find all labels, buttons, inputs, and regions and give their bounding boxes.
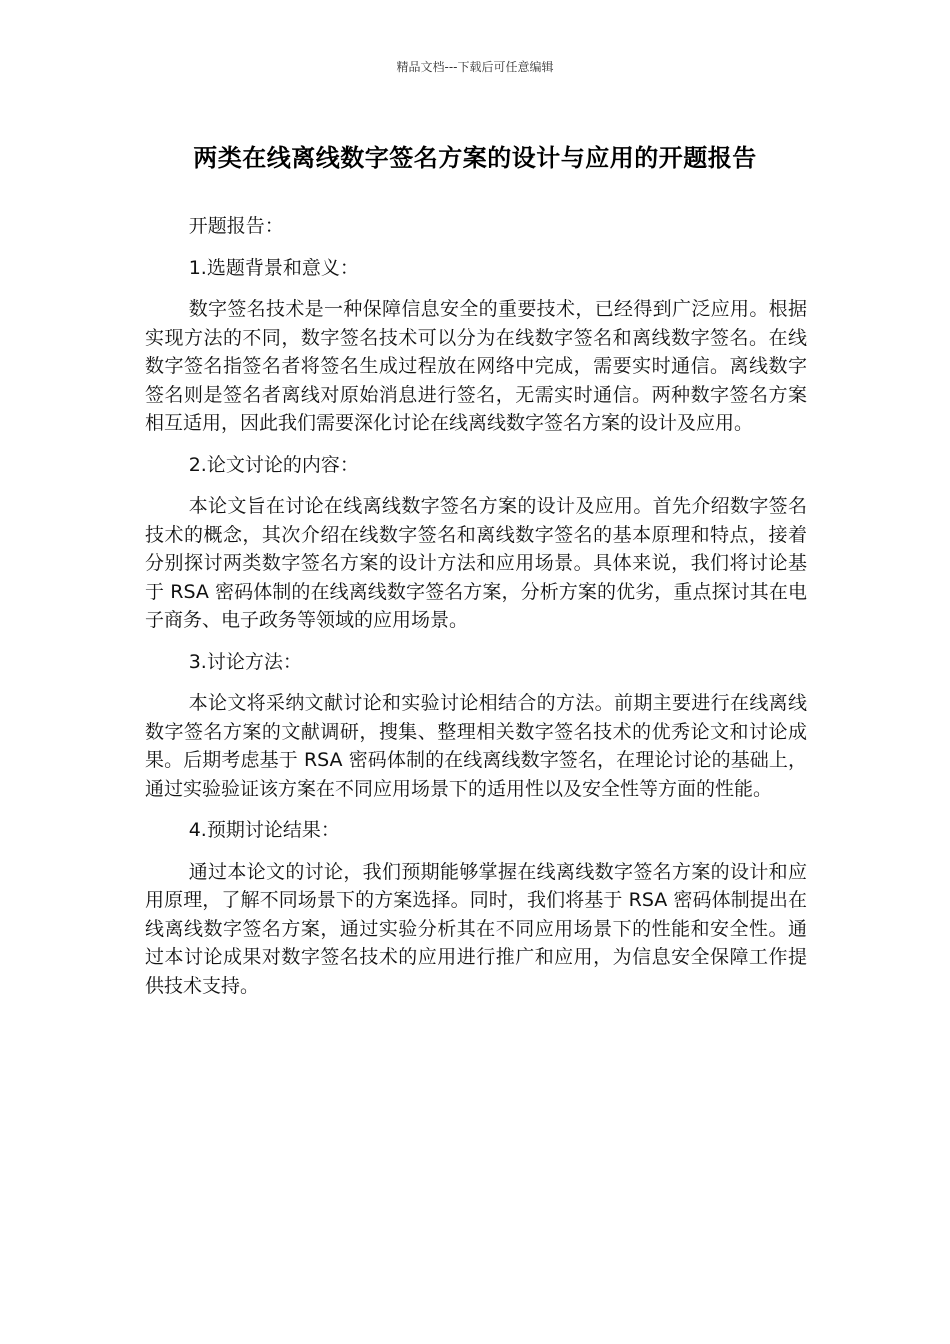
paragraph-background: 数字签名技术是一种保障信息安全的重要技术，已经得到广泛应用。根据实现方法的不同，数字签名技术可以分为在线数字签名和离线数字签名。在线数字签名指签名者将签名生成过程放在网络中完成，需要实时通信。离线数字签名则是签名者离线对原始消息进行签名，无需实时通信。两种数字签名方案相互适用，因此我们需要深化讨论在线离线数字签名方案的设计及应用。 bbox=[145, 298, 807, 434]
section-heading-proposal: 开题报告： bbox=[188, 215, 284, 237]
paragraph-content: 本论文旨在讨论在线离线数字签名方案的设计及应用。首先介绍数字签名技术的概念，其次介绍在线数字签名和离线数字签名的基本原理和特点，接着分别探讨两类数字签名方案的设计方法和应用场景。具体来说，我们将讨论基于 RSA 密码体制的在线离线数字签名方案，分析方案的优劣，重点探讨其在电子商务、电子政务等领域的应用场景。 bbox=[145, 495, 807, 631]
section-heading-content: 2.论文讨论的内容： bbox=[188, 453, 359, 476]
section-heading-method: 3.讨论方法： bbox=[188, 650, 302, 673]
section-heading-expected-results: 4.预期讨论结果： bbox=[188, 819, 340, 841]
document-title: 两类在线离线数字签名方案的设计与应用的开题报告 bbox=[193, 144, 757, 172]
paragraph-expected-results: 通过本论文的讨论，我们预期能够掌握在线离线数字签名方案的设计和应用原理，了解不同场景下的方案选择。同时，我们将基于 RSA 密码体制提出在线离线数字签名方案，通过实验分析其在不同应用场景下的性能和安全性。通过本讨论成果对数字签名技术的应用进行推广和应用，为信息安全保障工作提供技术支持。 bbox=[145, 860, 807, 997]
paragraph-method: 本论文将采纳文献讨论和实验讨论相结合的方法。前期主要进行在线离线数字签名方案的文献调研，搜集、整理相关数字签名技术的优秀论文和讨论成果。后期考虑基于 RSA 密码体制的在线离线数字签名，在理论讨论的基础上，通过实验验证该方案在不同应用场景下的适用性以及安全性等方面的性能。 bbox=[145, 692, 807, 800]
page-header-note: 精品文档---下载后可任意编辑 bbox=[396, 60, 554, 74]
document-body bbox=[145, 212, 807, 1013]
section-heading-background: 1.选题背景和意义： bbox=[188, 256, 359, 279]
